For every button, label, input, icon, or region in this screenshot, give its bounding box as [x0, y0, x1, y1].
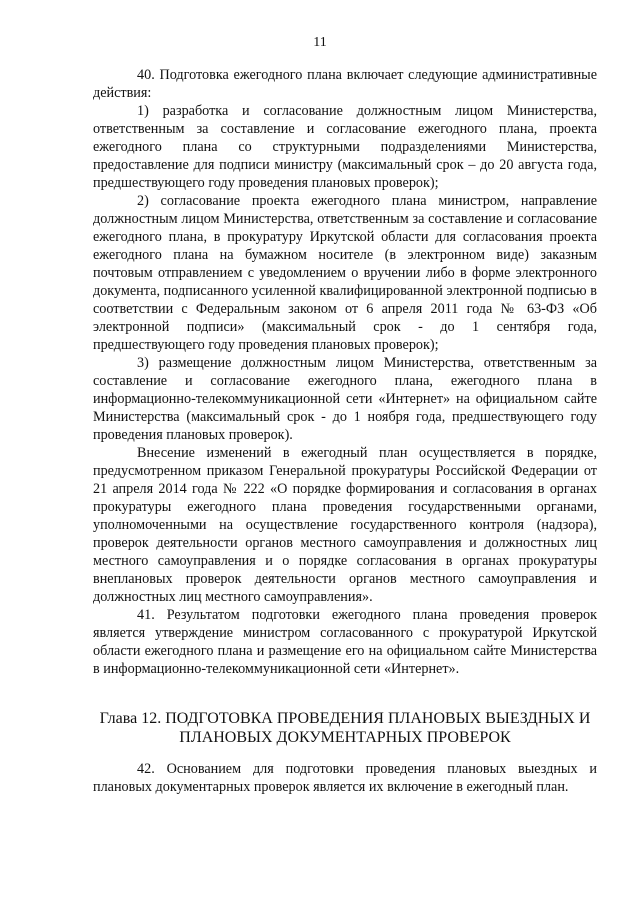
paragraph-amendments: Внесение изменений в ежегодный план осуществляется в порядке, предусмотренном приказом Генеральной прокуратуры Российской Федерации от 21 апреля 2014 года № 222 «О порядке формирования и согласования в органах прокуратуры ежегодного плана проведения государственными органами, уполномоченными на осуществление государственного контроля (надзора), проверок деятельности органов местного самоуправления и должностных лиц местного самоуправления и о порядке согласования в органах прокуратуры внеплановых проверок деятельности органов местного самоуправления и должностных лиц местного самоуправления». — [93, 445, 597, 605]
paragraph-40: 40. Подготовка ежегодного плана включает следующие административные действия: — [93, 67, 597, 101]
paragraph-41: 41. Результатом подготовки ежегодного плана проведения проверок является утверждение министром согласованного с прокуратурой Иркутской области ежегодного плана и размещение его на официальном сайте Министерства в информационно-телекоммуникационной сети «Интернет». — [93, 607, 597, 677]
document-body — [93, 66, 597, 678]
document-body-continued — [93, 760, 597, 796]
paragraph-40-item-3: 3) размещение должностным лицом Министерства, ответственным за составление и согласование ежегодного плана, ежегодного плана в информационно-телекоммуникационной сети «Интернет» на официальном сайте Министерства (максимальный срок - до 1 ноября года, предшествующего году проведения плановых проверок). — [93, 355, 597, 443]
paragraph-40-item-2: 2) согласование проекта ежегодного плана министром, направление должностным лицом Министерства, ответственным за составление и согласование ежегодного плана, в прокуратуру Иркутской области для согласования проекта ежегодного плана на бумажном носителе (в электронном виде) заказным почтовым отправлением с уведомлением о вручении либо в форме электронного документа, подписанного усиленной квалифицированной электронной подписью в соответствии с Федеральным законом от 6 апреля 2011 года № 63-ФЗ «Об электронной подписи» (максимальный срок - до 1 сентября года, предшествующего году проведения плановых проверок); — [93, 193, 597, 353]
page-number: 11 — [313, 35, 327, 50]
paragraph-40-item-1: 1) разработка и согласование должностным лицом Министерства, ответственным за составление и согласование ежегодного плана, проекта ежегодного плана со структурными подразделениями Министерства, предоставление для подписи министру (максимальный срок – до 20 августа года, предшествующего году проведения плановых проверок); — [93, 103, 597, 191]
paragraph-42: 42. Основанием для подготовки проведения плановых выездных и плановых документарных проверок является их включение в ежегодный план. — [93, 761, 597, 795]
chapter-heading: Глава 12. ПОДГОТОВКА ПРОВЕДЕНИЯ ПЛАНОВЫХ ВЫЕЗДНЫХ И ПЛАНОВЫХ ДОКУМЕНТАРНЫХ ПРОВЕРОК — [99, 710, 591, 746]
